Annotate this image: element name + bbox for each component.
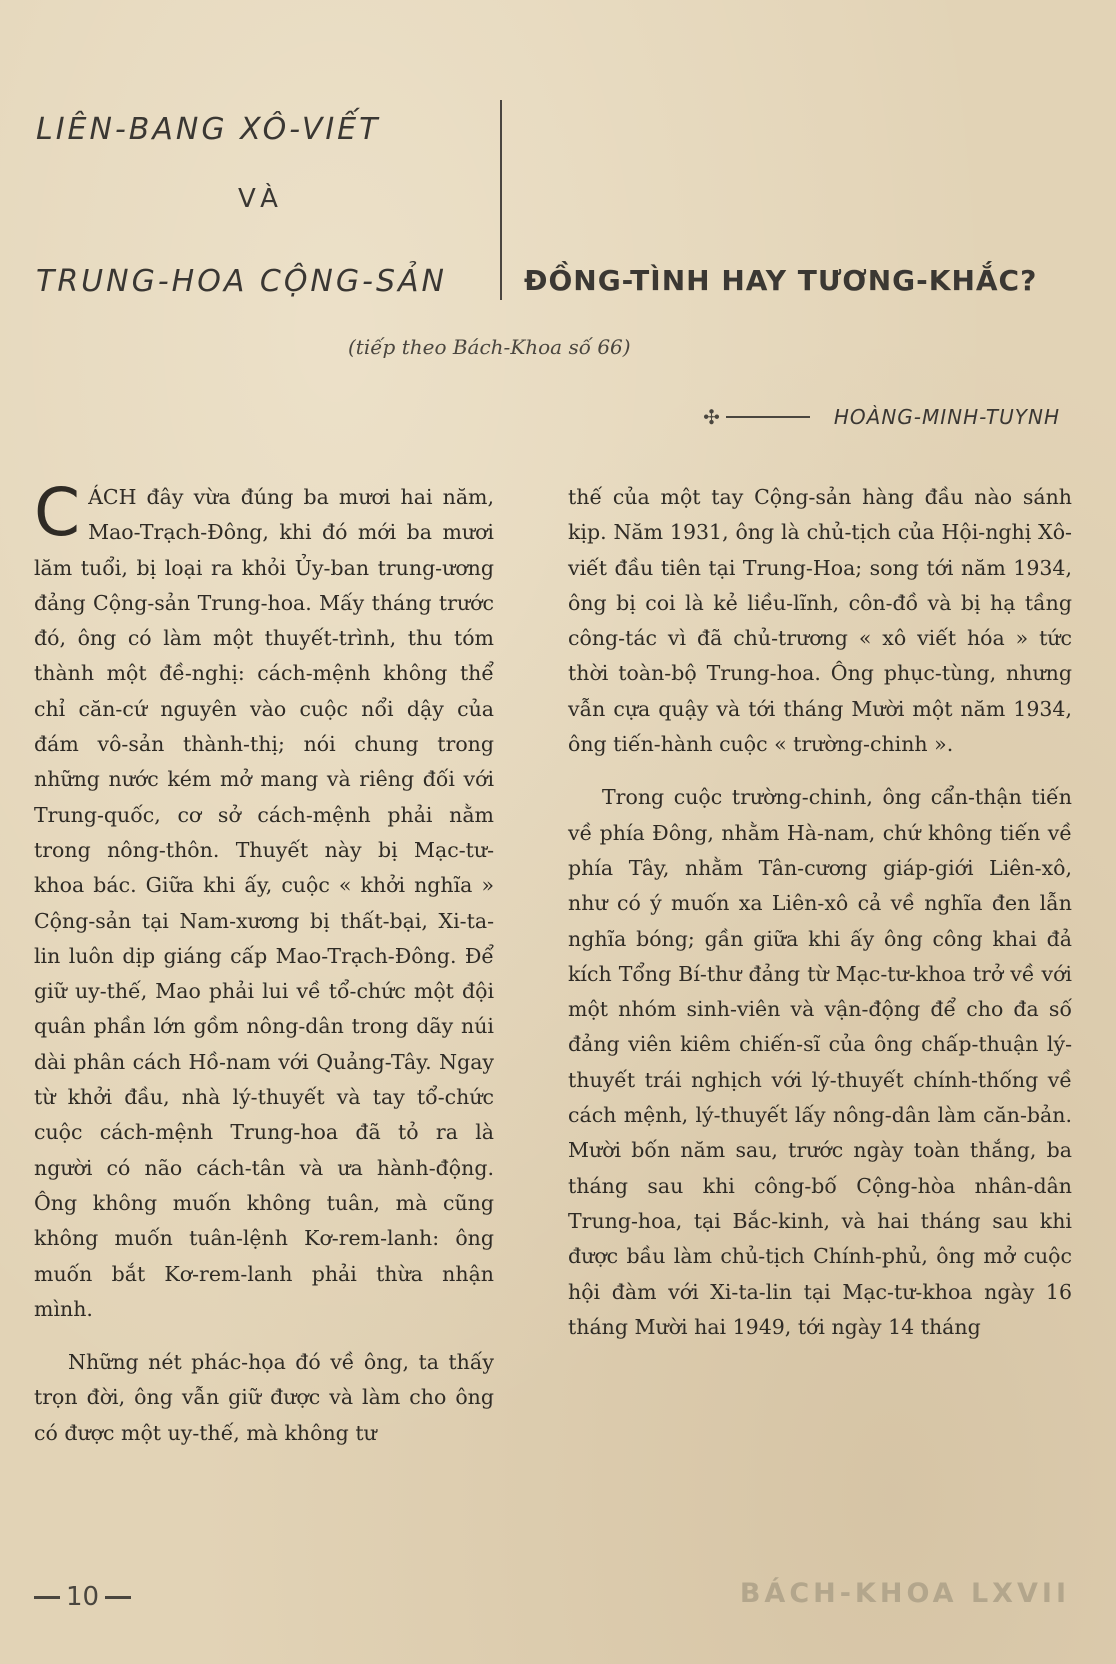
page-number-text: 10	[66, 1582, 100, 1612]
paragraph: Những nét phác-họa đó về ông, ta thấy trọn đời, ông vẫn giữ được và làm cho ông có được một uy-thế, mà không tư	[34, 1350, 494, 1445]
subtitle: (tiếp theo Bách-Khoa số 66)	[348, 335, 631, 359]
author-name: HOÀNG-MINH-TUYNH	[833, 405, 1060, 429]
drop-cap: C	[34, 474, 81, 551]
ornament-icon: ✣	[703, 405, 720, 429]
text-column-right	[568, 480, 1072, 1345]
paragraph: Trong cuộc trường-chinh, ông cẩn-thận tiến về phía Đông, nhằm Hà-nam, chứ không tiến về phía Tây, nhằm Tân-cương giáp-giới Liên-xô, như có ý muốn xa Liên-xô cả về nghĩa đen lẫn nghĩa bóng; gần giữa khi ấy ông công khai đả kích Tổng Bí-thư đảng từ Mạc-tư-khoa trở về với một nhóm sinh-viên và vận-động để cho đa số đảng viên kiêm chiến-sĩ của ông chấp-thuận lý-thuyết trái nghịch với lý-thuyết chính-thống về cách mệnh, lý-thuyết lấy nông-dân làm căn-bản. Mười bốn năm sau, trước ngày toàn thắng, ba tháng sau khi công-bố Cộng-hòa nhân-dân Trung-hoa, tại Bắc-kinh, và hai tháng sau khi được bầu làm chủ-tịch Chính-phủ, ông mở cuộc hội đàm với Xi-ta-lin tại Mạc-tư-khoa ngày 16 tháng Mười hai 1949, tới ngày 14 tháng	[568, 785, 1072, 1339]
title-divider	[500, 100, 502, 300]
dash-left	[34, 1596, 60, 1599]
paragraph: thế của một tay Cộng-sản hàng đầu nào sánh kịp. Năm 1931, ông là chủ-tịch của Hội-nghị Xô-viết đầu tiên tại Trung-Hoa; song tới năm 1934, ông bị coi là kẻ liều-lĩnh, côn-đồ và bị hạ tầng công-tác vì đã chủ-trương « xô viết hóa » tức thời toàn-bộ Trung-hoa. Ông phục-tùng, nhưng vẫn cựa quậy và tới tháng Mười một năm 1934, ông tiến-hành cuộc « trường-chinh ».	[568, 485, 1072, 757]
paragraph	[34, 474, 494, 1327]
magazine-footer: BÁCH-KHOA LXVII	[739, 1578, 1070, 1609]
title-line-1: LIÊN-BANG XÔ-VIẾT	[36, 112, 381, 147]
byline	[703, 405, 1060, 429]
page-number	[34, 1582, 131, 1612]
title-question: ĐỒNG-TÌNH HAY TƯƠNG-KHẮC?	[524, 264, 1038, 297]
byline-rule	[726, 416, 810, 418]
dash-right	[105, 1596, 131, 1599]
title-line-3: TRUNG-HOA CỘNG-SẢN	[36, 264, 447, 299]
title-line-2: VÀ	[238, 184, 284, 214]
text-column-left	[34, 474, 494, 1451]
paragraph-text: ÁCH đây vừa đúng ba mươi hai năm, Mao-Trạch-Đông, khi đó mới ba mươi lăm tuổi, bị loại ra khỏi Ủy-ban trung-ương đảng Cộng-sản Trung-hoa. Mấy tháng trước đó, ông có làm một thuyết-trình, thu tóm thành một đề-nghị: cách-mệnh không thể chỉ căn-cứ nguyên vào cuộc nổi dậy của đám vô-sản thành-thị; nói chung trong những nước kém mở mang và riêng đối với Trung-quốc, cơ sở cách-mệnh phải nằm trong nông-thôn. Thuyết này bị Mạc-tư-khoa bác. Giữa khi ấy, cuộc « khởi nghĩa » Cộng-sản tại Nam-xương bị thất-bại, Xi-ta-lin luôn dịp giáng cấp Mao-Trạch-Đông. Để giữ uy-thế, Mao phải lui về tổ-chức một đội quân phần lớn gồm nông-dân trong dãy núi dài phân cách Hồ-nam với Quảng-Tây. Ngay từ khởi đầu, nhà lý-thuyết và tay tổ-chức cuộc cách-mệnh Trung-hoa đã tỏ ra là người có não cách-tân và ưa hành-động. Ông không muốn không tuân, mà cũng không muốn tuân-lệnh Kơ-rem-lanh: ông muốn bắt Kơ-rem-lanh phải thừa nhận mình.	[34, 485, 494, 1321]
